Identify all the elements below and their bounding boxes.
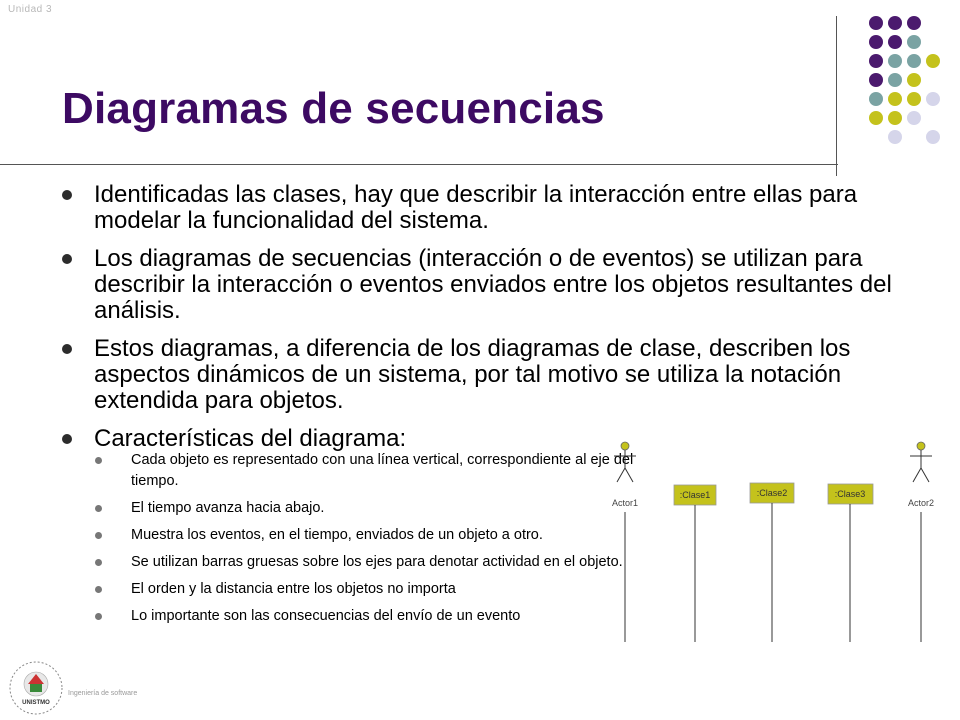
actor-1 bbox=[612, 442, 638, 642]
sequence-diagram bbox=[590, 440, 960, 650]
decorative-dot bbox=[888, 130, 902, 144]
decorative-dot bbox=[888, 92, 902, 106]
decorative-dot bbox=[888, 111, 902, 125]
decorative-dot bbox=[907, 73, 921, 87]
actor-2 bbox=[908, 442, 934, 642]
object-clase-3 bbox=[828, 484, 873, 642]
sub-bullet-item: Cada objeto es representado con una línea vertical, correspondiente al eje del tiempo. bbox=[95, 450, 655, 492]
sub-bullet-list bbox=[95, 450, 655, 633]
object-clase-1-label: :Clase1 bbox=[679, 490, 711, 500]
decorative-dot bbox=[888, 16, 902, 30]
footer-text: Ingeniería de software bbox=[68, 690, 138, 697]
horizontal-divider bbox=[0, 164, 838, 165]
actor-1-label: Actor1 bbox=[611, 498, 639, 508]
decorative-dot bbox=[888, 54, 902, 68]
unit-label: Unidad 3 bbox=[8, 4, 53, 15]
decorative-dot bbox=[869, 92, 883, 106]
decorative-dot bbox=[869, 54, 883, 68]
decorative-dot bbox=[926, 130, 940, 144]
sub-bullet-item: Lo importante son las consecuencias del envío de un evento bbox=[95, 606, 655, 627]
sub-bullet-item: El orden y la distancia entre los objetos no importa bbox=[95, 579, 655, 600]
object-clase-3-label: :Clase3 bbox=[834, 489, 866, 499]
object-clase-2 bbox=[750, 483, 794, 642]
bullet-item: Estos diagramas, a diferencia de los diagramas de clase, describen los aspectos dinámicos de un sistema, por tal motivo se utiliza la notación extendida para objetos. bbox=[62, 336, 912, 414]
bullet-item: Características del diagrama: bbox=[62, 426, 912, 452]
decorative-dot bbox=[869, 16, 883, 30]
decorative-dot bbox=[926, 54, 940, 68]
decorative-dot bbox=[888, 35, 902, 49]
object-clase-2-label: :Clase2 bbox=[756, 488, 788, 498]
decorative-dot bbox=[907, 111, 921, 125]
actor-2-label: Actor2 bbox=[907, 498, 935, 508]
vertical-divider bbox=[836, 16, 837, 176]
decorative-dot-grid bbox=[850, 16, 950, 156]
bullet-item: Los diagramas de secuencias (interacción o de eventos) se utilizan para describir la interacción o eventos enviados entre los objetos resultantes del análisis. bbox=[62, 246, 912, 324]
sub-bullet-item: El tiempo avanza hacia abajo. bbox=[95, 498, 655, 519]
decorative-dot bbox=[907, 16, 921, 30]
decorative-dot bbox=[907, 35, 921, 49]
decorative-dot bbox=[869, 73, 883, 87]
sub-bullet-item: Se utilizan barras gruesas sobre los ejes para denotar actividad en el objeto. bbox=[95, 552, 655, 573]
object-clase-1 bbox=[674, 485, 716, 642]
decorative-dot bbox=[869, 35, 883, 49]
decorative-dot bbox=[926, 92, 940, 106]
main-bullet-list bbox=[62, 182, 912, 464]
decorative-dot bbox=[888, 73, 902, 87]
sub-bullet-item: Muestra los eventos, en el tiempo, enviados de un objeto a otro. bbox=[95, 525, 655, 546]
decorative-dot bbox=[907, 54, 921, 68]
bullet-item: Identificadas las clases, hay que describir la interacción entre ellas para modelar la funcionalidad del sistema. bbox=[62, 182, 912, 234]
decorative-dot bbox=[907, 92, 921, 106]
logo-text: UNISTMO bbox=[22, 700, 50, 706]
unistmo-logo bbox=[8, 660, 64, 716]
page-title: Diagramas de secuencias bbox=[62, 84, 605, 133]
decorative-dot bbox=[869, 111, 883, 125]
